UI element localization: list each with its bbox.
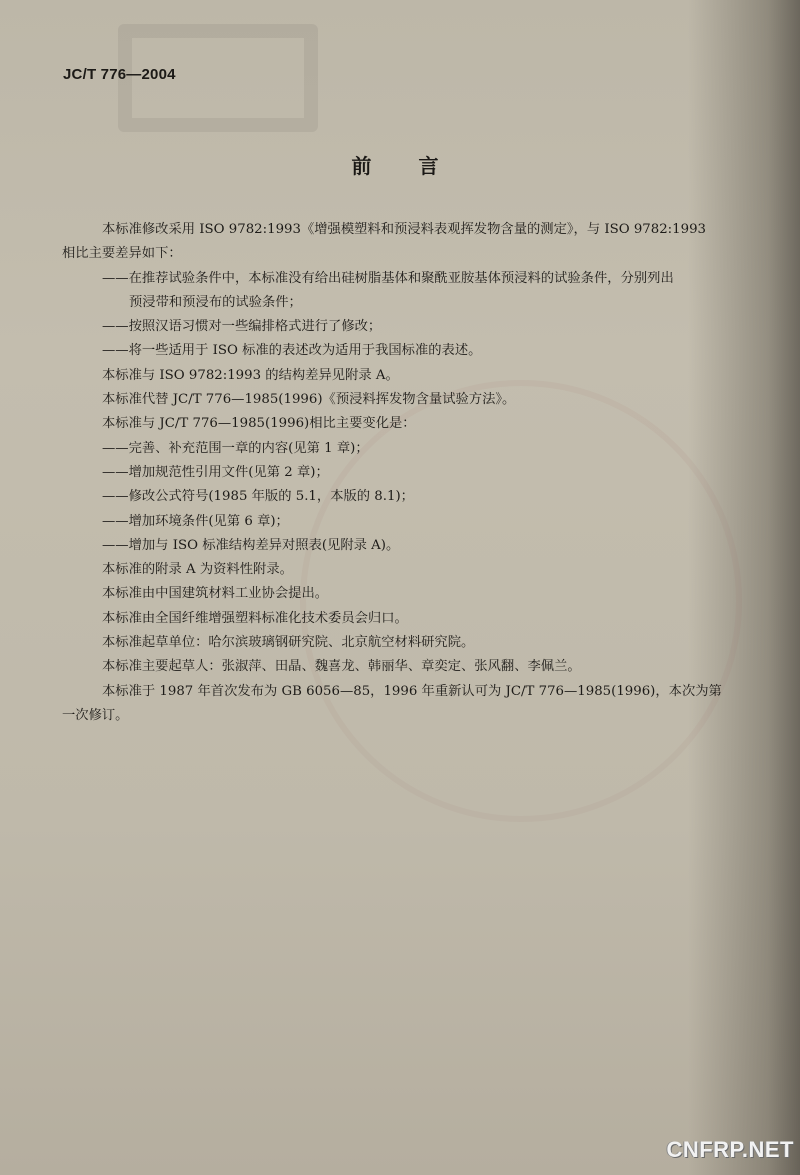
page-title: 前 言 <box>351 154 459 178</box>
list-item: ——在推荐试验条件中，本标准没有给出硅树脂基体和聚酰亚胺基体预浸料的试验条件，分别列出 <box>102 270 674 286</box>
list-item: ——将一些适用于 ISO 标准的表述改为适用于我国标准的表述。 <box>102 343 482 359</box>
list-item: ——增加与 ISO 标准结构差异对照表(见附录 A)。 <box>102 537 400 553</box>
paragraph: 相比主要差异如下： <box>62 246 182 262</box>
paragraph: 本标准与 ISO 9782:1993 的结构差异见附录 A。 <box>102 367 399 383</box>
paragraph: 本标准于 1987 年首次发布为 GB 6056—85，1996 年重新认可为 JC/T 776—1985(1996)，本次为第 <box>102 683 722 699</box>
list-item: ——增加环境条件(见第 6 章)； <box>102 513 289 529</box>
standard-code: JC/T 776—2004 <box>63 66 176 83</box>
paragraph: 本标准与 JC/T 776—1985(1996)相比主要变化是： <box>102 416 416 432</box>
list-item: ——完善、补充范围一章的内容(见第 1 章)； <box>102 440 369 456</box>
paragraph: 本标准代替 JC/T 776—1985(1996)《预浸料挥发物含量试验方法》。 <box>102 392 516 408</box>
list-item: ——增加规范性引用文件(见第 2 章)； <box>102 464 329 480</box>
list-item-continuation: 预浸带和预浸布的试验条件； <box>129 294 302 310</box>
paragraph-continuation: 一次修订。 <box>62 707 129 723</box>
paragraph: 本标准由中国建筑材料工业协会提出。 <box>102 586 329 602</box>
paragraph: 本标准修改采用 ISO 9782:1993《增强模塑料和预浸料表观挥发物含量的测定》，与 ISO 9782:1993 <box>102 222 707 237</box>
paragraph: 本标准的附录 A 为资料性附录。 <box>102 562 293 578</box>
list-item: ——按照汉语习惯对一些编排格式进行了修改； <box>102 319 382 335</box>
list-item: ——修改公式符号(1985 年版的 5.1，本版的 8.1)； <box>102 489 414 505</box>
paragraph: 本标准主要起草人：张淑萍、田晶、魏喜龙、韩丽华、章奕定、张风翻、李佩兰。 <box>102 659 581 675</box>
site-watermark: CNFRP.NET <box>666 1137 794 1162</box>
paragraph: 本标准起草单位：哈尔滨玻璃钢研究院、北京航空材料研究院。 <box>102 635 475 651</box>
paragraph: 本标准由全国纤维增强塑料标准化技术委员会归口。 <box>102 610 408 626</box>
foreword-body <box>62 218 762 728</box>
